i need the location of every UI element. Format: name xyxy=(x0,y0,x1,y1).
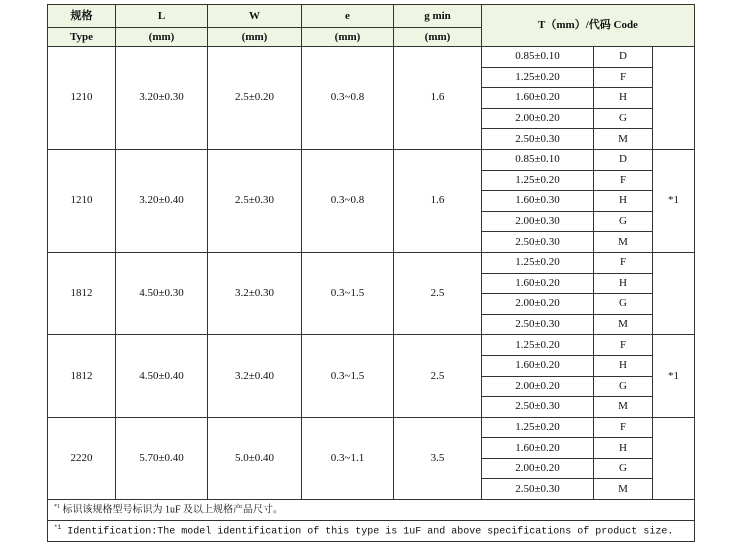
thickness-cell: 2.50±0.30 xyxy=(482,397,594,418)
header-type-cn: 规格 xyxy=(48,5,116,28)
note-cell xyxy=(653,47,695,150)
thickness-cell: 2.50±0.30 xyxy=(482,129,594,150)
code-cell: H xyxy=(594,355,653,376)
w-cell: 5.0±0.40 xyxy=(208,417,302,499)
e-cell: 0.3~1.1 xyxy=(302,417,394,499)
code-cell: H xyxy=(594,88,653,109)
thickness-cell: 1.25±0.20 xyxy=(482,170,594,191)
thickness-cell: 2.00±0.20 xyxy=(482,294,594,315)
header-l: L xyxy=(116,5,208,28)
table-row xyxy=(48,252,695,273)
thickness-cell: 1.25±0.20 xyxy=(482,252,594,273)
e-cell: 0.3~0.8 xyxy=(302,47,394,150)
code-cell: D xyxy=(594,47,653,68)
g-cell: 1.6 xyxy=(394,47,482,150)
e-cell: 0.3~1.5 xyxy=(302,252,394,334)
type-cell: 1812 xyxy=(48,252,116,334)
code-cell: H xyxy=(594,191,653,212)
footnote-cn xyxy=(48,500,695,521)
l-cell: 3.20±0.40 xyxy=(116,149,208,252)
header-type-en: Type xyxy=(48,28,116,47)
thickness-cell: 2.50±0.30 xyxy=(482,479,594,500)
code-cell: H xyxy=(594,438,653,459)
l-cell: 3.20±0.30 xyxy=(116,47,208,150)
code-cell: F xyxy=(594,252,653,273)
code-cell: G xyxy=(594,458,653,479)
g-cell: 3.5 xyxy=(394,417,482,499)
code-cell: M xyxy=(594,479,653,500)
code-cell: F xyxy=(594,67,653,88)
thickness-cell: 1.25±0.20 xyxy=(482,335,594,356)
code-cell: G xyxy=(594,211,653,232)
type-cell: 2220 xyxy=(48,417,116,499)
thickness-cell: 1.60±0.30 xyxy=(482,191,594,212)
code-cell: G xyxy=(594,108,653,129)
thickness-cell: 0.85±0.10 xyxy=(482,149,594,170)
l-cell: 4.50±0.30 xyxy=(116,252,208,334)
code-cell: M xyxy=(594,232,653,253)
thickness-cell: 1.25±0.20 xyxy=(482,417,594,438)
spec-table xyxy=(47,4,695,542)
w-cell: 2.5±0.20 xyxy=(208,47,302,150)
footnote-cn-text: 标识该规格型号标识为 1uF 及以上规格产品尺寸。 xyxy=(62,504,284,516)
code-cell: M xyxy=(594,397,653,418)
thickness-cell: 0.85±0.10 xyxy=(482,47,594,68)
header-w: W xyxy=(208,5,302,28)
footnote-mark: *1 xyxy=(54,523,62,531)
note-cell xyxy=(653,252,695,334)
thickness-cell: 2.00±0.20 xyxy=(482,108,594,129)
code-cell: F xyxy=(594,417,653,438)
g-cell: 2.5 xyxy=(394,335,482,417)
thickness-cell: 1.60±0.20 xyxy=(482,355,594,376)
e-cell: 0.3~0.8 xyxy=(302,149,394,252)
note-cell: *1 xyxy=(653,335,695,417)
code-cell: G xyxy=(594,294,653,315)
code-cell: H xyxy=(594,273,653,294)
header-g: g min xyxy=(394,5,482,28)
footnote-en xyxy=(48,521,695,542)
w-cell: 3.2±0.40 xyxy=(208,335,302,417)
type-cell: 1210 xyxy=(48,47,116,150)
header-e-unit: (mm) xyxy=(302,28,394,47)
thickness-cell: 2.50±0.30 xyxy=(482,232,594,253)
type-cell: 1210 xyxy=(48,149,116,252)
header-w-unit: (mm) xyxy=(208,28,302,47)
code-cell: M xyxy=(594,314,653,335)
note-cell: *1 xyxy=(653,149,695,252)
w-cell: 2.5±0.30 xyxy=(208,149,302,252)
thickness-cell: 2.00±0.30 xyxy=(482,211,594,232)
thickness-cell: 1.60±0.20 xyxy=(482,273,594,294)
table-row xyxy=(48,149,695,170)
note-cell xyxy=(653,417,695,499)
header-g-unit: (mm) xyxy=(394,28,482,47)
code-cell: G xyxy=(594,376,653,397)
footnote-en-text: Identification:The model identification of this type is 1uF and above specifications of product size. xyxy=(67,526,674,538)
header-e: e xyxy=(302,5,394,28)
header-t-code: T（mm）/代码 Code xyxy=(482,5,695,47)
footnote-mark: *1 xyxy=(54,504,60,511)
table-row xyxy=(48,335,695,356)
table-row xyxy=(48,47,695,68)
thickness-cell: 2.00±0.20 xyxy=(482,376,594,397)
thickness-cell: 2.50±0.30 xyxy=(482,314,594,335)
type-cell: 1812 xyxy=(48,335,116,417)
e-cell: 0.3~1.5 xyxy=(302,335,394,417)
code-cell: F xyxy=(594,170,653,191)
l-cell: 5.70±0.40 xyxy=(116,417,208,499)
l-cell: 4.50±0.40 xyxy=(116,335,208,417)
g-cell: 2.5 xyxy=(394,252,482,334)
header-l-unit: (mm) xyxy=(116,28,208,47)
table-row xyxy=(48,417,695,438)
thickness-cell: 2.00±0.20 xyxy=(482,458,594,479)
thickness-cell: 1.25±0.20 xyxy=(482,67,594,88)
code-cell: F xyxy=(594,335,653,356)
g-cell: 1.6 xyxy=(394,149,482,252)
w-cell: 3.2±0.30 xyxy=(208,252,302,334)
code-cell: D xyxy=(594,149,653,170)
thickness-cell: 1.60±0.20 xyxy=(482,88,594,109)
thickness-cell: 1.60±0.20 xyxy=(482,438,594,459)
code-cell: M xyxy=(594,129,653,150)
